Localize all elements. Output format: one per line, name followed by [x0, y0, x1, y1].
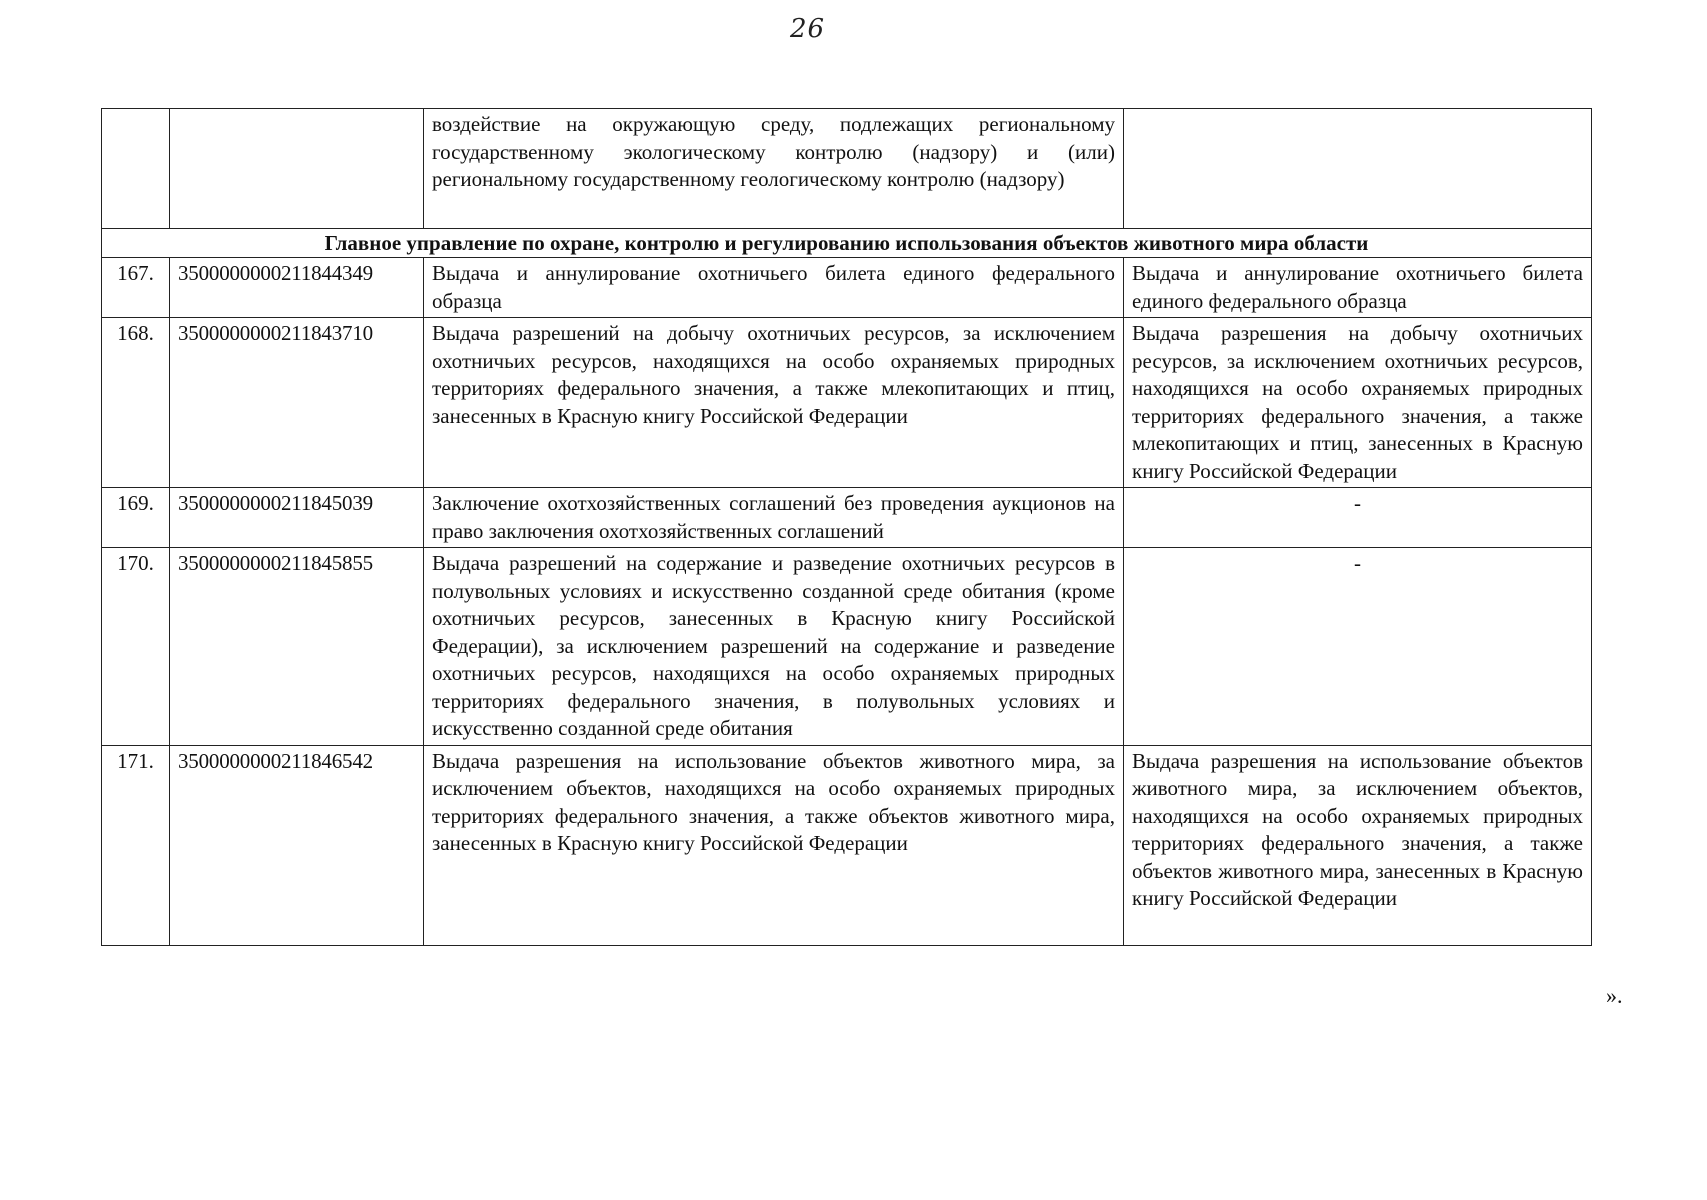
previous-name-cell — [1124, 109, 1592, 229]
service-code-cell: 3500000000211844349 — [170, 258, 424, 318]
row-number-cell: 170. — [102, 548, 170, 746]
table-row-continuation — [102, 109, 1592, 229]
service-name-cell: Выдача разрешений на содержание и разведение охотничьих ресурсов в полувольных условиях и искусственно созданной среде обитания (кроме охотничьих ресурсов, занесенных в Красную книгу Российской Федерации), за исключением разрешений на содержание и разведение охотничьих ресурсов, находящихся на особо охраняемых природных территориях федерального значения, в полувольных условиях и искусственно созданной среде обитания — [424, 548, 1124, 746]
service-code-cell: 3500000000211846542 — [170, 745, 424, 945]
services-table — [101, 108, 1592, 946]
page-number: 26 — [790, 14, 826, 44]
closing-quote: ». — [1606, 983, 1623, 1008]
row-number-cell: 168. — [102, 318, 170, 488]
service-code-cell: 3500000000211845039 — [170, 488, 424, 548]
service-code-cell — [170, 109, 424, 229]
service-name-cell: воздействие на окружающую среду, подлежащих региональному государственному экологическому контролю (надзору) и (или) региональному государственному геологическому контролю (надзору) — [424, 109, 1124, 229]
section-heading-row — [102, 229, 1592, 258]
service-name-cell: Выдача разрешений на добычу охотничьих ресурсов, за исключением охотничьих ресурсов, находящихся на особо охраняемых природных территориях федерального значения, а также млекопитающих и птиц, занесенных в Красную книгу Российской Федерации — [424, 318, 1124, 488]
service-name-cell: Выдача и аннулирование охотничьего билета единого федерального образца — [424, 258, 1124, 318]
service-name-cell: Выдача разрешения на использование объектов животного мира, за исключением объектов, находящихся на особо охраняемых природных территориях федерального значения, а также объектов животного мира, занесенных в Красную книгу Российской Федерации — [424, 745, 1124, 945]
section-heading: Главное управление по охране, контролю и регулированию использования объектов животного мира области — [102, 229, 1592, 258]
previous-name-cell: Выдача разрешения на использование объектов животного мира, за исключением объектов, находящихся на особо охраняемых природных территориях федерального значения, а также объектов животного мира, занесенных в Красную книгу Российской Федерации — [1124, 745, 1592, 945]
row-number-cell: 169. — [102, 488, 170, 548]
table-row — [102, 488, 1592, 548]
table-row — [102, 548, 1592, 746]
table-row — [102, 318, 1592, 488]
service-code-cell: 3500000000211845855 — [170, 548, 424, 746]
service-name-cell: Заключение охотхозяйственных соглашений без проведения аукционов на право заключения охотхозяйственных соглашений — [424, 488, 1124, 548]
previous-name-cell: - — [1124, 488, 1592, 548]
row-number-cell: 171. — [102, 745, 170, 945]
table-row — [102, 745, 1592, 945]
service-code-cell: 3500000000211843710 — [170, 318, 424, 488]
row-number-cell: 167. — [102, 258, 170, 318]
table-row — [102, 258, 1592, 318]
previous-name-cell: - — [1124, 548, 1592, 746]
previous-name-cell: Выдача разрешения на добычу охотничьих ресурсов, за исключением охотничьих ресурсов, находящихся на особо охраняемых природных территориях федерального значения, а также млекопитающих и птиц, занесенных в Красную книгу Российской Федерации — [1124, 318, 1592, 488]
previous-name-cell: Выдача и аннулирование охотничьего билета единого федерального образца — [1124, 258, 1592, 318]
row-number-cell — [102, 109, 170, 229]
